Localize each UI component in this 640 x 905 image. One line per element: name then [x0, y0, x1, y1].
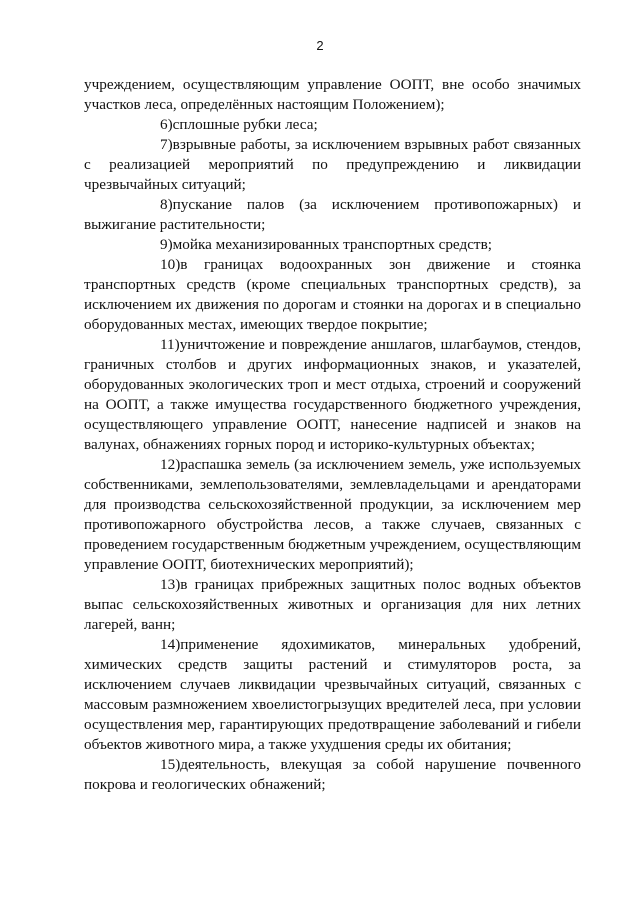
list-item-text: в границах водоохранных зон движение и стоянка транспортных средств (кроме специальных транспортных средств), за исключением их движения по дорогам и стоянки на дорогах и в специально оборудованных местах, имеющих твердое покрытие; [84, 256, 581, 333]
list-item-number: 13) [160, 576, 181, 593]
list-item-number: 7) [160, 136, 173, 153]
document-body [84, 75, 581, 795]
list-item-text: применение ядохимикатов, минеральных удобрений, химических средств защиты растений и стимуляторов роста, за исключением случаев ликвидации чрезвычайных ситуаций, связанных с массовым размножением хвоелистогрызущих вредителей леса, при условии осуществления мер, гарантирующих предотвращение заболеваний и гибели объектов животного мира, а также ухудшения среды их обитания; [84, 636, 581, 753]
list-item-text: деятельность, влекущая за собой нарушение почвенного покрова и геологических обнажений; [84, 756, 581, 793]
list-item-text: уничтожение и повреждение аншлагов, шлагбаумов, стендов, граничных столбов и других информационных знаков, и указателей, оборудованных экологических троп и мест отдыха, строений и сооружений на ООПТ, а также имущества государственного бюджетного учреждения, осуществляющего управление ООПТ, нанесение надписей и знаков на валунах, обнажениях горных пород и историко-культурных объектах; [84, 336, 581, 453]
list-item-14 [84, 635, 581, 755]
list-item-text: в границах прибрежных защитных полос водных объектов выпас сельскохозяйственных животных и организация для них летних лагерей, ванн; [84, 576, 581, 633]
list-item-6 [84, 115, 581, 135]
list-item-8 [84, 195, 581, 235]
list-item-10 [84, 255, 581, 335]
list-item-12 [84, 455, 581, 575]
list-item-text: сплошные рубки леса; [172, 116, 318, 133]
list-item-9 [84, 235, 581, 255]
list-item-number: 11) [160, 336, 180, 353]
list-item-number: 12) [160, 456, 181, 473]
list-item-15 [84, 755, 581, 795]
paragraph-continuation [84, 75, 581, 115]
list-item-number: 10) [160, 256, 181, 273]
page-number: 2 [316, 38, 324, 53]
list-item-number: 14) [160, 636, 181, 653]
list-item-number: 15) [160, 756, 181, 773]
list-item-text: распашка земель (за исключением земель, уже используемых собственниками, землепользователями, землевладельцами и арендаторами для производства сельскохозяйственной продукции, за исключением мер противопожарного обустройства лесов, а также случаев, связанных с проведением государственным бюджетным учреждением, осуществляющим управление ООПТ, биотехнических мероприятий); [84, 456, 581, 573]
paragraph-text: учреждением, осуществляющим управление ООПТ, вне особо значимых участков леса, определённых настоящим Положением); [84, 76, 581, 113]
list-item-number: 6) [160, 116, 173, 133]
list-item-number: 8) [160, 196, 173, 213]
list-item-text: мойка механизированных транспортных средств; [172, 236, 492, 253]
list-item-number: 9) [160, 236, 173, 253]
list-item-text: пускание палов (за исключением противопожарных) и выжигание растительности; [84, 196, 581, 233]
list-item-13 [84, 575, 581, 635]
list-item-text: взрывные работы, за исключением взрывных работ связанных с реализацией мероприятий по предупреждению и ликвидации чрезвычайных ситуаций; [84, 136, 581, 193]
list-item-11 [84, 335, 581, 455]
list-item-7 [84, 135, 581, 195]
